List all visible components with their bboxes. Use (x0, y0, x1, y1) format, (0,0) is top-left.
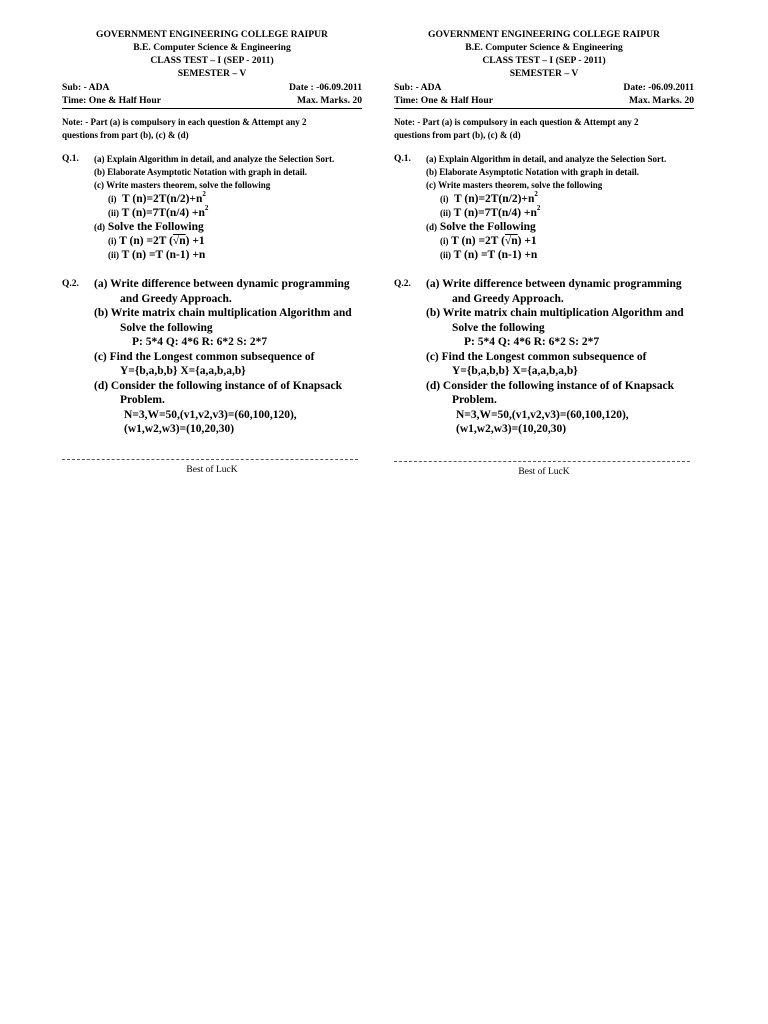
question-number: Q.2. (62, 279, 79, 289)
q2-part-c: (c) Find the Longest common subsequence of (426, 350, 647, 363)
q1-part-b: (b) Elaborate Asymptotic Notation with graph in detail. (426, 167, 640, 177)
time-allowed: Time: One & Half Hour (394, 95, 493, 106)
q1-part-a: (a) Explain Algorithm in detail, and analyze the Selection Sort. (426, 154, 667, 164)
q1-part-d: (d) Solve the Following (94, 221, 204, 233)
test-name: CLASS TEST – I (SEP - 2011) (150, 55, 274, 66)
q1-d-ii: (ii) T (n) =T (n-1) +n (108, 249, 206, 261)
meta-row-2 (394, 94, 694, 107)
meta-row-1 (394, 81, 694, 94)
question-2 (62, 277, 362, 437)
instructions-note: Note: - Part (a) is compulsory in each question & Attempt any 2 questions from part (b), (c) & (d) (62, 117, 307, 140)
divider (394, 108, 694, 109)
q2-part-a: (a) Write difference between dynamic programming (94, 278, 350, 290)
college-name: GOVERNMENT ENGINEERING COLLEGE RAIPUR (96, 29, 328, 40)
q1-part-d: (d) Solve the Following (426, 221, 536, 233)
time-allowed: Time: One & Half Hour (62, 95, 161, 106)
q1-part-a: (a) Explain Algorithm in detail, and analyze the Selection Sort. (94, 154, 335, 164)
q1-c-i: (i) T $(n)=2T(n/2)+n^2$ (440, 190, 538, 205)
exam-date: Date: -06.09.2011 (623, 82, 694, 93)
q1-c-ii: (ii) T $(n)=7T(n/4) +n^2$ (108, 204, 209, 219)
question-body: (a) Write difference between dynamic programming and Greedy Approach. (b) Write matrix chain multiplication Algorithm and Solve the following P: 5*4 Q: 4*6 R: 6*2 S: 2*7 (c) Find the Longest common subsequence of Y={b,a,b,b} X={a,a,b,a,b} (d) Consider the following instance of of Knapsack Problem. N=3,W=50,(v1,v2,v3)=(60,100,120), (w1,w2,w3)=(10,20,30) (94, 278, 352, 435)
q1-d-i: (i) T (n) =2T (√n) +1 (440, 235, 537, 247)
divider (62, 108, 362, 109)
q1-d-i: (i) T (n) =2T (√n) +1 (108, 235, 205, 247)
q2-part-a: (a) Write difference between dynamic programming (426, 278, 682, 290)
course-name: B.E. Computer Science & Engineering (133, 42, 291, 53)
question-number: Q.2. (394, 279, 411, 289)
footer-text: Best of LucK (186, 464, 238, 475)
q2-part-b: (b) Write matrix chain multiplication Algorithm and (94, 307, 352, 319)
q1-c-i: (i) T $(n)=2T(n/2)+n^2$ (108, 190, 206, 205)
subject: Sub: - ADA (394, 82, 442, 93)
max-marks: Max. Marks. 20 (296, 95, 362, 106)
question-paper-left (62, 0, 362, 475)
subject: Sub: - ADA (62, 82, 110, 93)
semester: SEMESTER – V (509, 68, 579, 79)
college-name: GOVERNMENT ENGINEERING COLLEGE RAIPUR (428, 29, 660, 40)
question-1 (62, 153, 362, 262)
question-body: (a) Write difference between dynamic programming and Greedy Approach. (b) Write matrix chain multiplication Algorithm and Solve the following P: 5*4 Q: 4*6 R: 6*2 S: 2*7 (c) Find the Longest common subsequence of Y={b,a,b,b} X={a,a,b,a,b} (d) Consider the following instance of of Knapsack Problem. N=3,W=50,(v1,v2,v3)=(60,100,120), (w1,w2,w3)=(10,20,30) (426, 278, 684, 435)
q2-part-d: (d) Consider the following instance of of Knapsack (426, 379, 675, 392)
meta-row-2 (62, 94, 362, 107)
question-body (426, 153, 666, 262)
semester: SEMESTER – V (177, 68, 247, 79)
question-body (94, 153, 334, 262)
course-name: B.E. Computer Science & Engineering (465, 42, 623, 53)
q1-part-b: (b) Elaborate Asymptotic Notation with graph in detail. (94, 167, 308, 177)
q2-part-c: (c) Find the Longest common subsequence of (94, 350, 315, 363)
max-marks: Max. Marks. 20 (628, 95, 694, 106)
question-1 (394, 153, 694, 262)
q1-part-c: (c) Write masters theorem, solve the following (94, 180, 271, 190)
question-number: Q.1. (62, 154, 79, 164)
q1-part-c: (c) Write masters theorem, solve the following (426, 180, 603, 190)
q1-d-ii: (ii) T (n) =T (n-1) +n (440, 249, 538, 261)
question-2 (394, 277, 694, 437)
footer-text: Best of LucK (518, 466, 570, 477)
footer-divider (394, 461, 690, 462)
q2-part-b: (b) Write matrix chain multiplication Algorithm and (426, 307, 684, 319)
q1-c-ii: (ii) T $(n)=7T(n/4) +n^2$ (440, 204, 541, 219)
meta-row-1 (62, 81, 362, 94)
instructions-note: Note: - Part (a) is compulsory in each question & Attempt any 2 questions from part (b), (c) & (d) (394, 117, 639, 140)
test-name: CLASS TEST – I (SEP - 2011) (482, 55, 606, 66)
q2-part-d: (d) Consider the following instance of of Knapsack (94, 379, 343, 392)
exam-date: Date : -06.09.2011 (288, 82, 362, 93)
question-number: Q.1. (394, 154, 411, 164)
question-paper-right (394, 0, 694, 477)
footer-divider (62, 459, 358, 460)
